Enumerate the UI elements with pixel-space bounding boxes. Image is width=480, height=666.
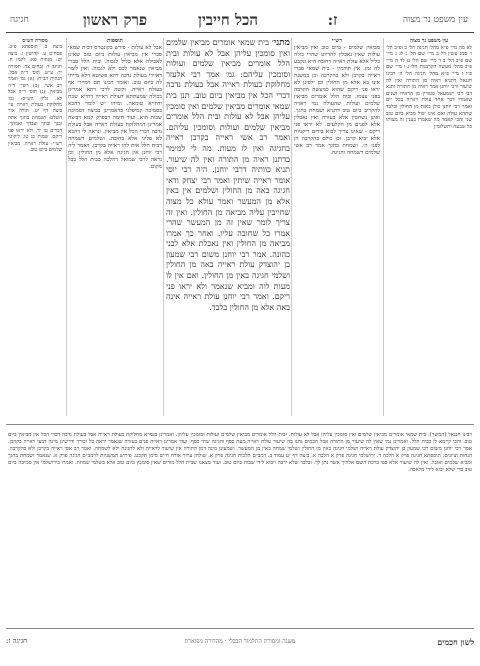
folio-number: ז: xyxy=(327,11,338,29)
section-rule xyxy=(6,424,474,425)
masoret-text: ביצה כ. תוספתא פ״ב. פסחים ע. קדושין ו. ביצה יט: מנחות פא: לקמן ח. חגיגה ד: זבחים צח. תמורה יד: ע״ש. תוס׳ ד״ה אבל. הגהות הב״ח: (א) גמ׳ ואמר רב אשי. (ב) רש״י ד״ה מביאין. (ג) תוס׳ ד״ה אבל לא. גליון הש״ס: גמ׳ מחלוקת בעולת ראייה עי׳ ביצה דף יט. תורה אור השלם: ושמחת בחגך אתה ובנך ובתך ועבדך ואמתך. דברים טז יד. ולא יראו פני ריקם. שמות כג טו. ליקוטי רש״י: עולת ראייה. מביאין שלמים ביום טוב. xyxy=(8,44,62,153)
gemara-lead-word: מתני׳ xyxy=(271,38,290,48)
masoret-title: מסורת הש״ס xyxy=(22,38,48,44)
column-divider xyxy=(383,38,384,416)
rashi-title: רש״י xyxy=(331,38,343,44)
footer-rule xyxy=(6,628,474,629)
tosafot-column xyxy=(68,38,162,416)
bottom-commentary-text: רבינו חננאל (המשך): בית שמאי אומרים מביאין שלמים ואין סומכין עליהן אבל לא עולות. ובית הלל אומרים מביאין שלמים ועולות וסומכין עליהן. ואמרינן בגמרא מחלוקת בעולת ראייה אבל בעולת נדבה דברי הכל אין מביאין ביום טוב. והכי קיימא לן כבית הלל. ואמרינן נמי שאין לה שיעור מן התורה אבל חכמים נתנו בה שיעור עולת ראייה מעה כסף וחגיגה שתי כסף. ועוד אמרינן ראייה פנים בעזרה שנאמר יראה כל זכורך ודרשינן מינה דבעי ראייה בקרבן. אמר רבי יוחנן משום רבי שמעון בן יהוצדק עולת ראייה ושלמי חגיגה באין מן החולין ושלמי שמחה באין מן המעשר. ושמעינן מינה דמן התורה אין שיעור לראייה ולא לחגיגה ולא לשמחה. ואמר רב אסי ראייה בקרבן ולא בהקרבה. הגהות וציונים: תוספתא חגיגה פרק א הלכה ד. ירושלמי חגיגה פרק א הלכה א. ביצה דף יט עמוד ב. רמב״ם הלכות חגיגה פרק א. שולחן ערוך אורח חיים סימן תקכט. פירוש המשניות לרמב״ם חגיגה פרק א. שנאמר ושמחת בחגך ומביא שלמים ואוכל. ואין לה שיעור אלא כפי ברכת השם אלהיך אשר נתן לך. ובלבד שלא ירבה ויבוא לידי שבות ביום טוב. ועוד מצאנו שבית הלל מודים שאין סומכין ביום טוב אלא בשלמי שמחה. ואמרו בירושלמי אין סמיכה ביום טוב כדי שלא יבוא לידי מלאכה. xyxy=(8,432,472,474)
ein-mishpat-title: עין משפט נר מצוה xyxy=(409,38,449,44)
gemara-text: בית שמאי אומרים מביאין שלמים ואין סומכין עליהן אבל לא עולות ובית הלל אומרים מביאין שלמים ועולות וסומכין עליהם: גמ׳ אמר רבי אלעזר מחלוקת בעולת ראייה אבל בעולת נדבה דברי הכל אין מביאין ביום טוב. תנן בית שמאי אומרים מביאין שלמים ואין סומכין עליהן אבל לא עולות ובית הלל אומרים מביאין שלמים ועולות וסומכין עליהם. ואמר רב אשי ראייה בקרבן ראייה בחגיגה ואין לו מעות. מה לי למימר כדתנן ראיה מן התורה ואין לה שיעור. תניא כוותיה דרבי יוחנן. היה רבי יוסי אומר ראייה שיתין ואמר רבי יצחק ודאי חגיגה באה מן החולין ושלמים אין באין אלא מן המעשר ואמר עולא כל מצוה שחייבין עליה מביאה מן החולין. ואין זה צריך לומר שאין זה מן המעשר שהרי אמרו כל שחובה עליו. ואחר כך אמרו מביאה מן החולין ואין נאכלת אלא לבני כהונה. אמר רבי יוחנן משום רבי שמעון בן יהוצדק עולת ראייה באה מן החולין ושלמי חגיגה באין מן החולין. ואם אין לו מעות לוה ומביא שנאמר ולא יראו פני ריקם. ואמר רבי יוחנן עולת ראייה אינה באה אלא מן החולין בלבד. xyxy=(166,38,290,312)
rashi-text: מביאין שלמים - ביום טוב ואין מביאין עולות שאין נאכלין להדיוט שהרי כולה כליל אלא עולת ראייה דחובה היא ונקבע לה זמן. אין תורמין - בית שמאי סברי ראייה בקרבן ולא בהקרבה וכן במשנה אינו בא אלא מן החולין וכן ילפינן לא יראו פני ריקם שהוא כמעשה הקרבה בפני עצמו. ובית הלל אומרים מביאין שלמים ועולות שהעולה נמי ראויה להקריב ביום טוב דתניא ושמחת בחגך. ואינן נשחטין אלא בעזרה ואין נאכלין אלא לפנים מן הקלעים. לא יראו פני ריקם - שאינו צריך לבוא בידים ריקניות אלא יביא קרבן. וכן כולם בהקרבה הן לפני ה׳. ושמחת בחגך אמר רב אשי שלמים דשמחה וחגיגה. xyxy=(294,45,380,156)
footer-page-ref: חגיגה ז: xyxy=(6,637,28,645)
bottom-commentary xyxy=(8,432,472,612)
page-footer xyxy=(6,634,474,650)
footer-note: משנה ומסורת התלמוד הבבלי · מהדורה מפוארת xyxy=(184,638,296,645)
ein-mishpat-column xyxy=(386,38,472,416)
column-divider xyxy=(291,38,292,416)
page-header xyxy=(0,11,480,31)
gemara-column xyxy=(166,38,290,416)
column-divider xyxy=(163,38,164,416)
tosafot-title: תוספות xyxy=(107,38,123,44)
header-rule xyxy=(6,32,474,33)
chapter-title: פרק ראשון xyxy=(82,11,148,29)
header-corner-left: חגיגה xyxy=(10,15,29,25)
ein-mishpat-text: לא מה מיי׳ פ״א מהל׳ חגיגה הל׳ ב ופ״ב הל׳ ו׳ סמג עשין רל ב מיי׳ שם הל׳ ג לג ג מיי׳ שם פ״ב הל׳ ב ד מיי׳ שם הל׳ ט לד ה מיי׳ פ״ב מהל׳ מעשה הקרבנות הל׳ ג ו מיי׳ שם פ״ו ז מיי׳ פ״א מהל׳ חגיגה הל׳ ה׳ רבינו חננאל דתניא ראיה מן התורה ואין לה שיעור ורבי יוחנן אמר ראיה מן התורה ותנא דבי רבי ישמעאל פטורין מן הראיה ושנים שאמרו דבר אחד עולת ראייה בכל יום ואמר רבי יוחנן כולן באות מן החולין ובלבד שתהא עולה ואם אינו יכול מביא ביום טוב שני והכי קאמר מה שאמרו בענין זה מצותו כל שבעה ותשלומין xyxy=(386,44,472,130)
header-corner-right: עין משפט נר מצוה xyxy=(402,15,468,25)
page-title: הכל חייבין xyxy=(198,11,258,29)
tosafot-text: אבל לא עולות - פירש בקונטרס דבית שמאי סברי אין מביאין עולות ביום טוב שאינן לאכילה אלא כליל לגבוה. ובית הלל סברי מביאין שנאמר לכם ולא לגבוה. ואין לומר דאיירי בעולת נדבה דהא פשיטא דלא מייתי לה ביום טוב. ואומר רבינו תם דמיירי אף בעולת ראייה. וקשה לרבי דהא אמרינן בכולה שמעתתא דעולת ראייה דחייא שבת ודחייא טומאה. ומיהו יש לומר דהכא בסמיכה קמיפלגי כדאמרינן בביצה דסמיכה שבות הוא. ועוד תימה דבפרק קמא דביצה אמרינן דמחלוקת בעולת ראייה אבל בעולת נדבה דברי הכל אין מביאין. ונראה לי דהכא לא פליגי אלא בחובה. ושלמים דשמחה דבית הלל אית להו ראייה בקרבן. דאמר ליה רבי יוחנן אין חגיגה אלא מן החולין. וכן נראה לרבי שמואל דהלכה כבית הלל בכל מקום. xyxy=(68,45,162,170)
footer-brand: לשון חכמים xyxy=(437,637,474,647)
masoret-column xyxy=(8,38,62,416)
column-divider xyxy=(66,38,67,416)
rashi-column xyxy=(294,38,380,416)
